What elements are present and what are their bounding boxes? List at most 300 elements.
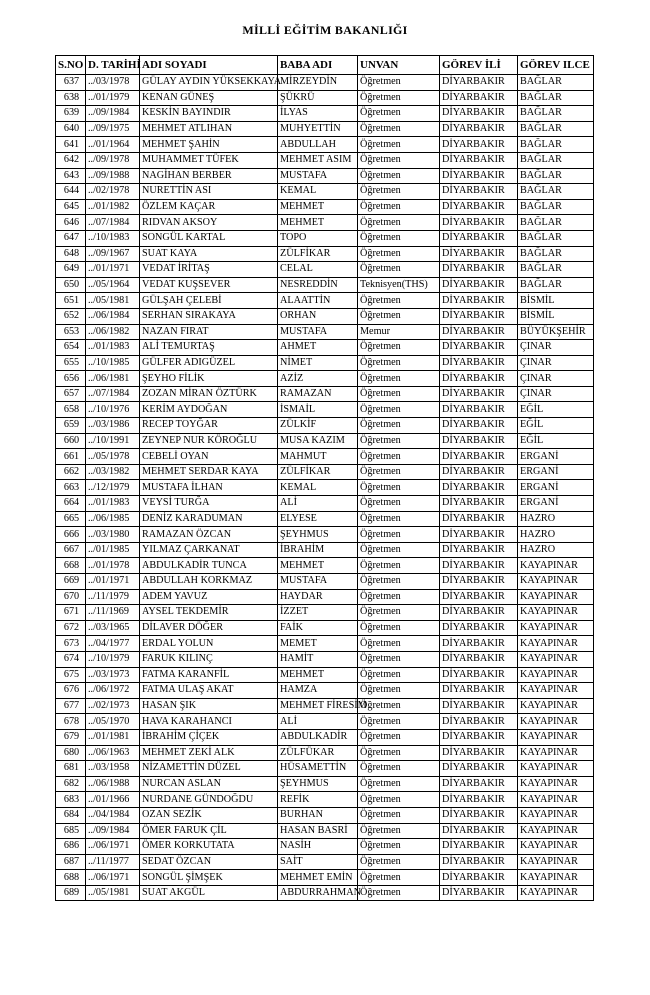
cell-date: ../05/1981 [86, 293, 140, 309]
cell-name: NURETTİN ASI [140, 184, 278, 200]
cell-sno: 678 [56, 714, 86, 730]
cell-district: EĞİL [518, 402, 594, 418]
table-row [56, 75, 594, 91]
cell-date: ../11/1977 [86, 854, 140, 870]
cell-sno: 659 [56, 418, 86, 434]
cell-name: NAZAN FIRAT [140, 324, 278, 340]
table-row [56, 839, 594, 855]
cell-date: ../01/1971 [86, 262, 140, 278]
cell-title: Öğretmen [358, 839, 440, 855]
cell-province: DİYARBAKIR [440, 433, 518, 449]
cell-date: ../03/1958 [86, 761, 140, 777]
table-row [56, 433, 594, 449]
cell-title: Öğretmen [358, 854, 440, 870]
cell-sno: 670 [56, 589, 86, 605]
cell-father-name: HÜSAMETTİN [278, 761, 358, 777]
cell-province: DİYARBAKIR [440, 761, 518, 777]
cell-province: DİYARBAKIR [440, 371, 518, 387]
cell-province: DİYARBAKIR [440, 199, 518, 215]
cell-sno: 639 [56, 106, 86, 122]
cell-district: BAĞLAR [518, 199, 594, 215]
cell-province: DİYARBAKIR [440, 262, 518, 278]
table-row [56, 152, 594, 168]
cell-sno: 638 [56, 90, 86, 106]
cell-title: Öğretmen [358, 106, 440, 122]
table-row [56, 651, 594, 667]
cell-province: DİYARBAKIR [440, 402, 518, 418]
cell-name: SONGÜL ŞİMŞEK [140, 870, 278, 886]
cell-district: KAYAPINAR [518, 823, 594, 839]
cell-date: ../10/1983 [86, 230, 140, 246]
cell-district: EĞİL [518, 433, 594, 449]
cell-name: VEYSİ TURĞA [140, 496, 278, 512]
cell-name: ADEM YAVUZ [140, 589, 278, 605]
cell-title: Öğretmen [358, 698, 440, 714]
cell-name: MUHAMMET TÜFEK [140, 152, 278, 168]
cell-name: AYSEL TEKDEMİR [140, 605, 278, 621]
table-row [56, 745, 594, 761]
table-row [56, 121, 594, 137]
cell-province: DİYARBAKIR [440, 480, 518, 496]
cell-district: KAYAPINAR [518, 870, 594, 886]
cell-province: DİYARBAKIR [440, 651, 518, 667]
cell-district: ERGANİ [518, 449, 594, 465]
cell-date: ../01/1983 [86, 340, 140, 356]
cell-name: MUSTAFA İLHAN [140, 480, 278, 496]
table-row [56, 449, 594, 465]
cell-title: Öğretmen [358, 184, 440, 200]
cell-name: SEDAT ÖZCAN [140, 854, 278, 870]
table-row [56, 496, 594, 512]
table-row [56, 262, 594, 278]
cell-district: KAYAPINAR [518, 807, 594, 823]
table-header-row [56, 56, 594, 75]
cell-father-name: ABDULLAH [278, 137, 358, 153]
cell-title: Öğretmen [358, 807, 440, 823]
cell-date: ../01/1966 [86, 792, 140, 808]
header-district: GÖREV ILCE [518, 56, 594, 75]
cell-name: FATMA KARANFİL [140, 667, 278, 683]
cell-date: ../04/1984 [86, 807, 140, 823]
header-father-name: BABA ADI [278, 56, 358, 75]
cell-sno: 689 [56, 885, 86, 901]
cell-title: Öğretmen [358, 464, 440, 480]
cell-province: DİYARBAKIR [440, 137, 518, 153]
cell-sno: 656 [56, 371, 86, 387]
cell-father-name: ŞEYHMUS [278, 776, 358, 792]
cell-district: ÇINAR [518, 386, 594, 402]
cell-title: Öğretmen [358, 90, 440, 106]
table-row [56, 854, 594, 870]
cell-sno: 673 [56, 636, 86, 652]
cell-title: Öğretmen [358, 558, 440, 574]
cell-name: ABDULKADİR TUNCA [140, 558, 278, 574]
table-row [56, 776, 594, 792]
cell-title: Öğretmen [358, 496, 440, 512]
cell-date: ../05/1970 [86, 714, 140, 730]
cell-date: ../11/1979 [86, 589, 140, 605]
table-row [56, 527, 594, 543]
header-sno: S.NO [56, 56, 86, 75]
cell-date: ../01/1971 [86, 574, 140, 590]
cell-province: DİYARBAKIR [440, 574, 518, 590]
table-row [56, 215, 594, 231]
cell-province: DİYARBAKIR [440, 620, 518, 636]
cell-date: ../06/1988 [86, 776, 140, 792]
cell-district: KAYAPINAR [518, 589, 594, 605]
cell-date: ../01/1983 [86, 496, 140, 512]
cell-name: RAMAZAN ÖZCAN [140, 527, 278, 543]
cell-province: DİYARBAKIR [440, 355, 518, 371]
cell-father-name: NİMET [278, 355, 358, 371]
cell-father-name: MEHMET EMİN [278, 870, 358, 886]
cell-name: NAGİHAN BERBER [140, 168, 278, 184]
table-row [56, 683, 594, 699]
cell-father-name: AZİZ [278, 371, 358, 387]
cell-date: ../07/1984 [86, 215, 140, 231]
cell-title: Öğretmen [358, 308, 440, 324]
cell-province: DİYARBAKIR [440, 776, 518, 792]
cell-title: Öğretmen [358, 714, 440, 730]
cell-date: ../01/1978 [86, 558, 140, 574]
cell-district: BAĞLAR [518, 246, 594, 262]
cell-name: FATMA ULAŞ AKAT [140, 683, 278, 699]
cell-date: ../10/1979 [86, 651, 140, 667]
cell-district: BÜYÜKŞEHİR [518, 324, 594, 340]
cell-district: KAYAPINAR [518, 854, 594, 870]
cell-title: Öğretmen [358, 885, 440, 901]
cell-province: DİYARBAKIR [440, 745, 518, 761]
cell-title: Öğretmen [358, 215, 440, 231]
cell-title: Öğretmen [358, 418, 440, 434]
cell-date: ../01/1981 [86, 729, 140, 745]
cell-province: DİYARBAKIR [440, 698, 518, 714]
cell-father-name: MEHMET [278, 215, 358, 231]
cell-father-name: ZÜLFİKAR [278, 464, 358, 480]
cell-district: ERGANİ [518, 480, 594, 496]
cell-province: DİYARBAKIR [440, 589, 518, 605]
table-row [56, 511, 594, 527]
cell-sno: 680 [56, 745, 86, 761]
cell-date: ../11/1969 [86, 605, 140, 621]
table-row [56, 246, 594, 262]
cell-father-name: HAYDAR [278, 589, 358, 605]
cell-sno: 676 [56, 683, 86, 699]
table-row [56, 184, 594, 200]
cell-district: KAYAPINAR [518, 574, 594, 590]
cell-name: İBRAHİM ÇİÇEK [140, 729, 278, 745]
cell-title: Öğretmen [358, 402, 440, 418]
table-row [56, 90, 594, 106]
cell-title: Öğretmen [358, 121, 440, 137]
cell-title: Öğretmen [358, 511, 440, 527]
table-row [56, 168, 594, 184]
table-row [56, 355, 594, 371]
cell-province: DİYARBAKIR [440, 230, 518, 246]
table-row [56, 589, 594, 605]
cell-father-name: MUHYETTİN [278, 121, 358, 137]
cell-district: KAYAPINAR [518, 839, 594, 855]
cell-title: Öğretmen [358, 386, 440, 402]
cell-district: KAYAPINAR [518, 776, 594, 792]
cell-title: Öğretmen [358, 761, 440, 777]
cell-title: Öğretmen [358, 683, 440, 699]
header-title: UNVAN [358, 56, 440, 75]
cell-father-name: ZÜLFÜKAR [278, 745, 358, 761]
cell-name: OZAN SEZİK [140, 807, 278, 823]
cell-name: VEDAT İRİTAŞ [140, 262, 278, 278]
cell-province: DİYARBAKIR [440, 277, 518, 293]
cell-sno: 644 [56, 184, 86, 200]
cell-father-name: MAHMUT [278, 449, 358, 465]
cell-province: DİYARBAKIR [440, 714, 518, 730]
cell-date: ../04/1977 [86, 636, 140, 652]
cell-sno: 669 [56, 574, 86, 590]
cell-father-name: KEMAL [278, 184, 358, 200]
cell-title: Öğretmen [358, 137, 440, 153]
cell-date: ../06/1985 [86, 511, 140, 527]
cell-father-name: ABDULKADİR [278, 729, 358, 745]
cell-date: ../01/1964 [86, 137, 140, 153]
cell-district: HAZRO [518, 511, 594, 527]
table-row [56, 761, 594, 777]
cell-district: KAYAPINAR [518, 761, 594, 777]
cell-district: KAYAPINAR [518, 683, 594, 699]
cell-name: SUAT AKGÜL [140, 885, 278, 901]
cell-sno: 664 [56, 496, 86, 512]
cell-province: DİYARBAKIR [440, 542, 518, 558]
cell-sno: 665 [56, 511, 86, 527]
table-row [56, 371, 594, 387]
table-row [56, 558, 594, 574]
table-row [56, 885, 594, 901]
cell-sno: 651 [56, 293, 86, 309]
cell-father-name: ABDURRAHMAN [278, 885, 358, 901]
cell-sno: 645 [56, 199, 86, 215]
cell-sno: 679 [56, 729, 86, 745]
cell-province: DİYARBAKIR [440, 168, 518, 184]
cell-name: MEHMET ATLIHAN [140, 121, 278, 137]
cell-date: ../06/1971 [86, 839, 140, 855]
cell-district: ERGANİ [518, 464, 594, 480]
cell-sno: 671 [56, 605, 86, 621]
table-row [56, 324, 594, 340]
cell-date: ../05/1964 [86, 277, 140, 293]
cell-father-name: ZÜLKİF [278, 418, 358, 434]
cell-province: DİYARBAKIR [440, 386, 518, 402]
cell-name: ÖZLEM KAÇAR [140, 199, 278, 215]
cell-date: ../06/1981 [86, 371, 140, 387]
cell-district: BİSMİL [518, 308, 594, 324]
page-title: MİLLİ EĞİTİM BAKANLIĞI [242, 23, 408, 37]
cell-province: DİYARBAKIR [440, 636, 518, 652]
header-province: GÖREV İLİ [440, 56, 518, 75]
table-row [56, 714, 594, 730]
cell-sno: 677 [56, 698, 86, 714]
cell-sno: 685 [56, 823, 86, 839]
cell-province: DİYARBAKIR [440, 90, 518, 106]
cell-sno: 646 [56, 215, 86, 231]
cell-sno: 675 [56, 667, 86, 683]
cell-father-name: ŞEYHMUS [278, 527, 358, 543]
cell-date: ../10/1991 [86, 433, 140, 449]
cell-title: Öğretmen [358, 340, 440, 356]
cell-father-name: HAMİT [278, 651, 358, 667]
cell-name: ERDAL YOLUN [140, 636, 278, 652]
cell-province: DİYARBAKIR [440, 340, 518, 356]
cell-province: DİYARBAKIR [440, 75, 518, 91]
cell-date: ../09/1978 [86, 152, 140, 168]
cell-sno: 662 [56, 464, 86, 480]
cell-father-name: AHMET [278, 340, 358, 356]
cell-district: BAĞLAR [518, 168, 594, 184]
cell-father-name: ALİ [278, 714, 358, 730]
cell-title: Öğretmen [358, 823, 440, 839]
cell-district: KAYAPINAR [518, 792, 594, 808]
cell-province: DİYARBAKIR [440, 184, 518, 200]
cell-name: DİLAVER DÖĞER [140, 620, 278, 636]
cell-father-name: MUSA KAZIM [278, 433, 358, 449]
cell-title: Öğretmen [358, 480, 440, 496]
cell-sno: 683 [56, 792, 86, 808]
cell-father-name: ORHAN [278, 308, 358, 324]
cell-father-name: TOPO [278, 230, 358, 246]
cell-district: KAYAPINAR [518, 698, 594, 714]
cell-title: Öğretmen [358, 230, 440, 246]
cell-date: ../03/1965 [86, 620, 140, 636]
cell-province: DİYARBAKIR [440, 496, 518, 512]
cell-sno: 687 [56, 854, 86, 870]
table-row [56, 308, 594, 324]
cell-name: RECEP TOYĞAR [140, 418, 278, 434]
table-row [56, 137, 594, 153]
cell-sno: 640 [56, 121, 86, 137]
header-date: D. TARİHİ [86, 56, 140, 75]
cell-title: Teknisyen(THS) [358, 277, 440, 293]
cell-sno: 666 [56, 527, 86, 543]
table-row [56, 230, 594, 246]
cell-sno: 660 [56, 433, 86, 449]
table-row [56, 807, 594, 823]
cell-father-name: BURHAN [278, 807, 358, 823]
table-row [56, 277, 594, 293]
cell-name: ABDULLAH KORKMAZ [140, 574, 278, 590]
cell-sno: 652 [56, 308, 86, 324]
cell-sno: 667 [56, 542, 86, 558]
cell-province: DİYARBAKIR [440, 854, 518, 870]
cell-sno: 674 [56, 651, 86, 667]
cell-district: KAYAPINAR [518, 605, 594, 621]
cell-date: ../12/1979 [86, 480, 140, 496]
cell-province: DİYARBAKIR [440, 106, 518, 122]
cell-father-name: KEMAL [278, 480, 358, 496]
cell-date: ../03/1978 [86, 75, 140, 91]
cell-district: KAYAPINAR [518, 745, 594, 761]
cell-name: MEHMET ŞAHİN [140, 137, 278, 153]
cell-sno: 642 [56, 152, 86, 168]
cell-province: DİYARBAKIR [440, 823, 518, 839]
cell-date: ../07/1984 [86, 386, 140, 402]
cell-district: BİSMİL [518, 293, 594, 309]
cell-province: DİYARBAKIR [440, 683, 518, 699]
cell-title: Öğretmen [358, 745, 440, 761]
cell-district: BAĞLAR [518, 277, 594, 293]
table-row [56, 464, 594, 480]
cell-father-name: HASAN BASRİ [278, 823, 358, 839]
cell-date: ../09/1988 [86, 168, 140, 184]
cell-sno: 682 [56, 776, 86, 792]
cell-name: SUAT KAYA [140, 246, 278, 262]
cell-title: Öğretmen [358, 620, 440, 636]
cell-father-name: MEHMET [278, 199, 358, 215]
table-row [56, 792, 594, 808]
cell-district: BAĞLAR [518, 90, 594, 106]
table-row [56, 698, 594, 714]
cell-sno: 643 [56, 168, 86, 184]
cell-province: DİYARBAKIR [440, 215, 518, 231]
cell-name: ÖMER FARUK ÇİL [140, 823, 278, 839]
cell-district: KAYAPINAR [518, 729, 594, 745]
cell-sno: 663 [56, 480, 86, 496]
cell-province: DİYARBAKIR [440, 449, 518, 465]
cell-title: Öğretmen [358, 776, 440, 792]
cell-father-name: MUSTAFA [278, 324, 358, 340]
table-row [56, 870, 594, 886]
cell-father-name: REFİK [278, 792, 358, 808]
cell-title: Öğretmen [358, 729, 440, 745]
cell-district: KAYAPINAR [518, 636, 594, 652]
cell-date: ../03/1980 [86, 527, 140, 543]
table-row [56, 542, 594, 558]
cell-province: DİYARBAKIR [440, 527, 518, 543]
cell-district: HAZRO [518, 527, 594, 543]
cell-father-name: NASİH [278, 839, 358, 855]
cell-name: ŞEYHO FİLİK [140, 371, 278, 387]
cell-province: DİYARBAKIR [440, 121, 518, 137]
cell-sno: 681 [56, 761, 86, 777]
cell-district: KAYAPINAR [518, 620, 594, 636]
cell-province: DİYARBAKIR [440, 558, 518, 574]
cell-name: DENİZ KARADUMAN [140, 511, 278, 527]
cell-father-name: CELAL [278, 262, 358, 278]
cell-title: Öğretmen [358, 667, 440, 683]
table-row [56, 605, 594, 621]
cell-name: MEHMET SERDAR KAYA [140, 464, 278, 480]
cell-date: ../05/1981 [86, 885, 140, 901]
cell-date: ../09/1984 [86, 823, 140, 839]
cell-title: Öğretmen [358, 293, 440, 309]
cell-name: ZEYNEP NUR KÖROĞLU [140, 433, 278, 449]
cell-date: ../10/1976 [86, 402, 140, 418]
cell-name: VEDAT KUŞSEVER [140, 277, 278, 293]
header-name: ADI SOYADI [140, 56, 278, 75]
cell-district: BAĞLAR [518, 230, 594, 246]
cell-father-name: MEHMET [278, 558, 358, 574]
cell-title: Öğretmen [358, 605, 440, 621]
cell-name: ÖMER KORKUTATA [140, 839, 278, 855]
cell-title: Öğretmen [358, 433, 440, 449]
cell-title: Öğretmen [358, 355, 440, 371]
cell-district: BAĞLAR [518, 106, 594, 122]
cell-sno: 654 [56, 340, 86, 356]
cell-province: DİYARBAKIR [440, 792, 518, 808]
cell-name: HAVA KARAHANCI [140, 714, 278, 730]
cell-district: HAZRO [518, 542, 594, 558]
cell-title: Öğretmen [358, 449, 440, 465]
cell-date: ../01/1979 [86, 90, 140, 106]
cell-date: ../09/1967 [86, 246, 140, 262]
cell-title: Memur [358, 324, 440, 340]
